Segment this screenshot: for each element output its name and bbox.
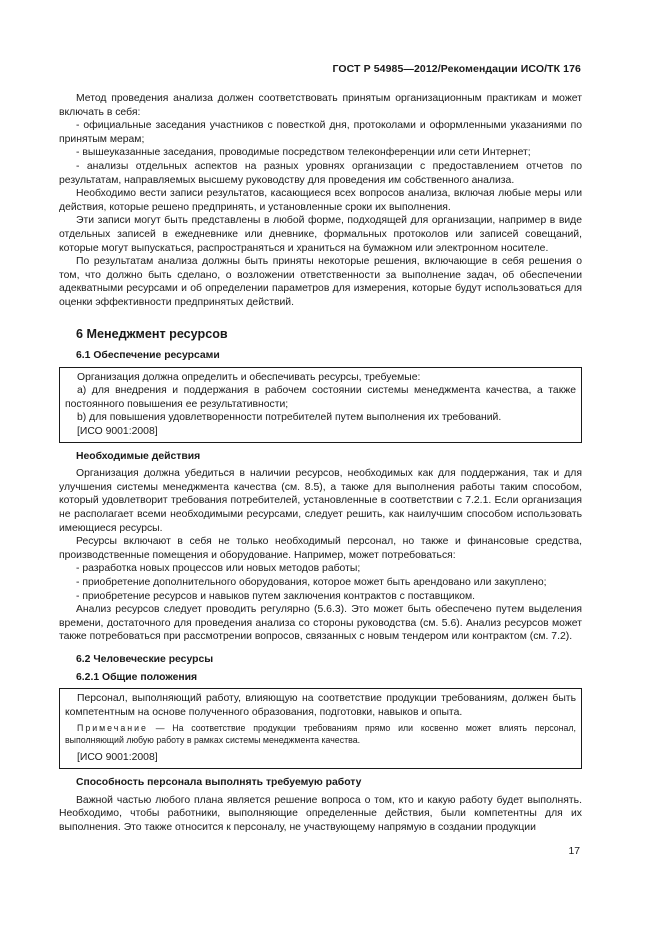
subsection-heading: 6.1 Обеспечение ресурсами	[76, 350, 220, 362]
paragraph: Ресурсы включают в себя не только необходимый персонал, но также и финансовые средства, производственные помещения и оборудование. Например, может потребоваться:	[59, 536, 582, 561]
quote-reference: [ИСО 9001:2008]	[77, 426, 158, 438]
note	[65, 723, 576, 746]
paragraph: Эти записи могут быть представлены в любой форме, подходящей для организации, например в виде отдельных записей в ежедневнике или дневнике, формальных протоколов или записей совещаний, которые могут выпускаться, распространяться и храниться на бумажном или электронном носителе.	[59, 215, 582, 254]
quote-item: а) для внедрения и поддержания в рабочем состоянии системы менеджмента качества, а также постоянного повышения ее результативности;	[65, 385, 576, 410]
quote-paragraph: Персонал, выполняющий работу, влияющую на соответствие продукции требованиям, должен быть компетентным на основе полученного образования, подготовки, навыков и опыта.	[65, 693, 576, 718]
running-header: ГОСТ Р 54985—2012/Рекомендации ИСО/ТК 176	[332, 63, 581, 75]
paragraph: Метод проведения анализа должен соответствовать принятым организационным практикам и может включать в себя:	[59, 93, 582, 118]
note-text: — На соответствие продукции требованиям прямо или косвенно может влиять персонал, выполняющий любую работу в рамках системы менеджмента качества.	[65, 723, 576, 745]
page-number: 17	[568, 846, 580, 857]
subsection-heading: 6.2 Человеческие ресурсы	[76, 653, 214, 665]
paragraph: Необходимо вести записи результатов, касающиеся всех вопросов анализа, включая любые меры или действия, которые решено предпринять, и установленные сроки их выполнения.	[59, 188, 582, 213]
note-label: Примечание	[77, 723, 148, 734]
subsection-heading: Способность персонала выполнять требуемую работу	[76, 776, 362, 788]
paragraph: По результатам анализа должны быть приняты некоторые решения, включающие в себя решения о том, что должно быть сделано, о возложении ответственности за выполнение задач, об обеспечении адекватными ресурсами и об определении параметров для измерения, которые будут использоваться для оценки эффективности предпринятых действий.	[59, 256, 582, 308]
standard-quote-box	[59, 688, 582, 769]
list-item: - вышеуказанные заседания, проводимые посредством телеконференции или сети Интернет;	[76, 147, 531, 159]
standard-quote-box	[59, 367, 582, 443]
list-item: - приобретение дополнительного оборудования, которое может быть арендовано или закуплено;	[76, 577, 547, 588]
paragraph: Организация должна убедиться в наличии ресурсов, необходимых как для поддержания, так и для улучшения системы менеджмента качества (см. 8.5), а также для выполнения работы таким способом, который удовлетворит требования потребителей, установленные в соответствии с 7.2.1. Если организация не располагает всеми необходимыми ресурсами, следует решить, как наилучшим способом использовать имеющиеся ресурсы.	[59, 468, 582, 534]
list-item: - официальные заседания участников с повесткой дня, протоколами и оформленными указаниями по принятым мерам;	[59, 120, 582, 145]
subsection-heading: Необходимые действия	[76, 450, 201, 462]
quote-paragraph: Организация должна определить и обеспечивать ресурсы, требуемые:	[77, 371, 421, 383]
quote-item: b) для повышения удовлетворенности потребителей путем выполнения их требований.	[77, 412, 502, 424]
paragraph: Анализ ресурсов следует проводить регулярно (5.6.3). Это может быть обеспечено путем выделения времени, достаточного для проведения анализа со стороны руководства (см. 5.6). Анализ ресурсов может также потребоваться при рассмотрении вопросов, связанных с новым тендером или контрактом (см. 7.2).	[59, 604, 582, 643]
list-item: - приобретение ресурсов и навыков путем заключения контрактов с поставщиком.	[76, 590, 476, 602]
list-item: - разработка новых процессов или новых методов работы;	[76, 563, 361, 575]
quote-reference: [ИСО 9001:2008]	[77, 752, 158, 764]
page-content	[59, 92, 582, 834]
list-item: - анализы отдельных аспектов на разных уровнях организации с предоставлением отчетов по результатам, направляемых высшему руководству для проведения им собственного анализа.	[59, 160, 582, 186]
subsection-heading: 6.2.1 Общие положения	[76, 671, 198, 683]
section-heading: 6 Менеджмент ресурсов	[76, 326, 228, 341]
paragraph: Важной частью любого плана является решение вопроса о том, кто и какую работу будет выполнять. Необходимо, чтобы работники, выполняющие определенные действия, были компетентны для их выполнения. Это также относится к персоналу, не участвующему напрямую в создании продукции	[59, 794, 582, 833]
